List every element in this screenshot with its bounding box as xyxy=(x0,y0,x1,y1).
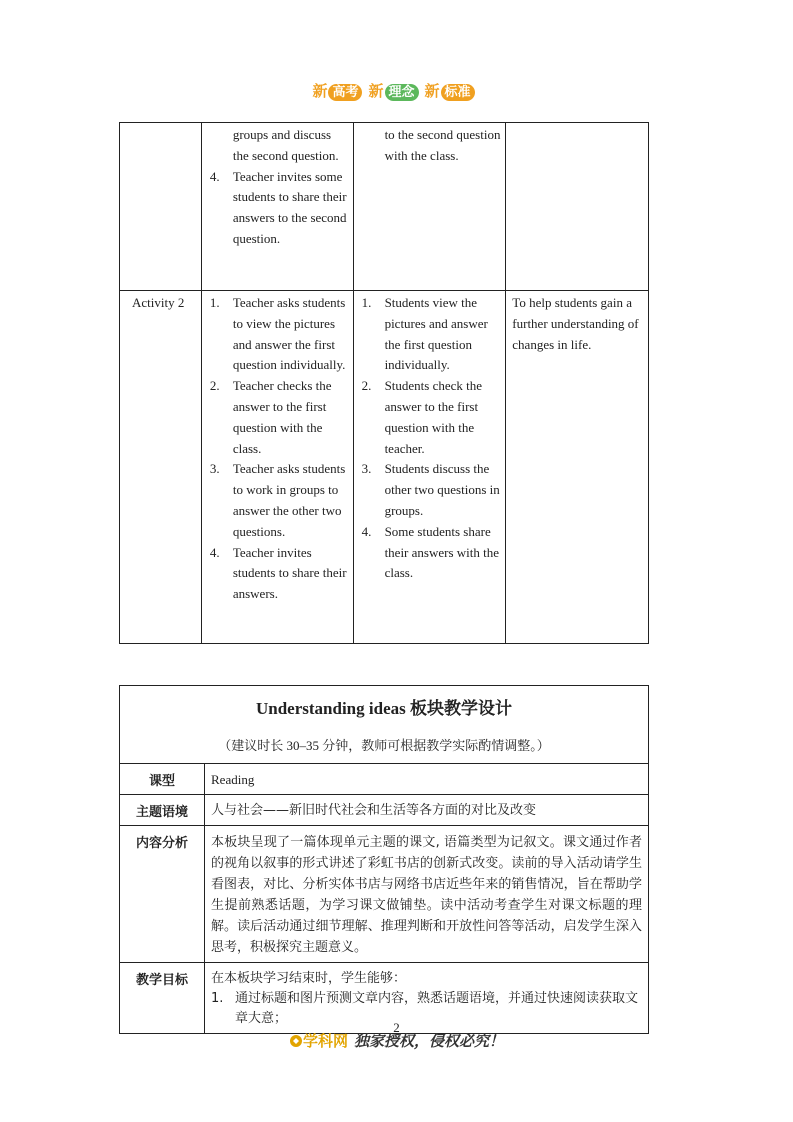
list-item xyxy=(202,459,353,542)
table-row xyxy=(120,826,649,963)
theme-label: 主题语境 xyxy=(120,795,205,826)
student-cell xyxy=(353,123,506,291)
step-text: Teacher asks students to work in groups to answer the other two questions. xyxy=(232,461,346,539)
student-continued-text: to the second question with the class. xyxy=(384,127,501,163)
goal-text: 通过标题和图片预测文章内容，熟悉话题语境，并通过快速阅读获取文章大意； xyxy=(235,991,639,1026)
teacher-steps xyxy=(202,293,353,605)
design-table xyxy=(119,685,649,1034)
header-char: 新 xyxy=(424,82,440,100)
list-item xyxy=(202,543,353,605)
list-item xyxy=(354,293,506,376)
step-number: 4. xyxy=(209,544,220,560)
list-item xyxy=(354,376,506,459)
type-value xyxy=(205,764,649,795)
teacher-continued-text: groups and discuss the second question. xyxy=(232,127,339,163)
theme-value: 人与社会——新旧时代社会和生活等各方面的对比及改变 xyxy=(205,795,649,826)
design-note: （建议时长 30–35 分钟，教师可根据教学实际酌情调整。） xyxy=(218,738,550,753)
step-number: 2. xyxy=(209,378,220,394)
step-text: Teacher invites students to share their answers. xyxy=(232,544,347,602)
student-steps xyxy=(354,293,506,584)
step-number: 1. xyxy=(361,295,372,310)
step-text: Some students share their answers with the class. xyxy=(384,523,500,581)
header-pill: 高考 xyxy=(328,84,362,101)
content-label: 内容分析 xyxy=(120,826,205,963)
table-row xyxy=(120,123,649,291)
activity-cell xyxy=(120,123,202,291)
activity-label: Activity 2 xyxy=(120,291,202,644)
content-value: 本板块呈现了一篇体现单元主题的课文, 语篇类型为记叙文。课文通过作者的视角以叙事的形式讲述了彩虹书店的创新式改变。读前的导入活动请学生看图表，对比、分析实体书店与网络书店近些年来的销售情况，旨在帮助学生提前熟悉话题，为学习课文做铺垫。读中活动考查学生对课文标题的理解。读后活动通过细节理解、推理判断和开放性问答等活动，启发学生深入思考，积极探究主题意义。 xyxy=(205,826,649,963)
step-text: Students view the pictures and answer the first question individually. xyxy=(384,295,488,373)
type-label: 课型 xyxy=(120,764,205,795)
step-number: 4. xyxy=(209,168,220,184)
page-header xyxy=(0,80,793,101)
table-row xyxy=(120,795,649,826)
step-number: 3. xyxy=(361,461,372,477)
list-item xyxy=(354,522,506,584)
step-text: Students check the answer to the first question with the teacher. xyxy=(384,378,483,456)
teacher-cell xyxy=(201,123,353,291)
list-item xyxy=(202,293,353,376)
table-row xyxy=(120,764,649,795)
student-cell xyxy=(353,291,506,644)
list-item xyxy=(202,167,353,250)
step-number: 4. xyxy=(361,523,372,539)
design-title-cell xyxy=(120,686,649,764)
purpose-cell xyxy=(506,123,649,291)
step-text: Teacher asks students to view the pictures and answer the first question individually. xyxy=(232,295,346,373)
table-row xyxy=(120,291,649,644)
step-number: 1. xyxy=(209,295,220,310)
footer-slogan: 独家授权，侵权必究！ xyxy=(354,1032,505,1050)
list-item xyxy=(202,376,353,459)
goal-intro: 在本板块学习结束时，学生能够： xyxy=(211,971,407,986)
list-item xyxy=(354,459,506,521)
activity-table xyxy=(119,122,649,644)
goal-label: 教学目标 xyxy=(120,963,205,1034)
header-char: 新 xyxy=(368,82,384,100)
goal-number: 1. xyxy=(211,991,224,1006)
teacher-cell xyxy=(201,291,353,644)
header-pill: 理念 xyxy=(385,84,419,101)
design-title: Understanding ideas 板块教学设计 xyxy=(256,699,512,718)
logo-icon xyxy=(289,1030,348,1051)
type-value-text: Reading xyxy=(211,772,255,787)
page-number: 2 xyxy=(393,1020,400,1035)
teacher-steps xyxy=(202,167,353,250)
table-row xyxy=(120,686,649,764)
header-pill: 标准 xyxy=(441,84,475,101)
purpose-text: To help students gain a further understanding of changes in life. xyxy=(506,291,649,644)
step-text: Students discuss the other two questions in groups. xyxy=(384,461,500,518)
logo-text: 学科网 xyxy=(302,1032,348,1050)
step-number: 3. xyxy=(209,461,220,477)
step-text: Teacher checks the answer to the first question with the class. xyxy=(232,378,332,456)
step-text: Teacher invites some students to share their answers to the second question. xyxy=(232,168,347,246)
header-char: 新 xyxy=(312,82,328,100)
step-number: 2. xyxy=(361,378,372,394)
page-footer xyxy=(0,1030,793,1051)
